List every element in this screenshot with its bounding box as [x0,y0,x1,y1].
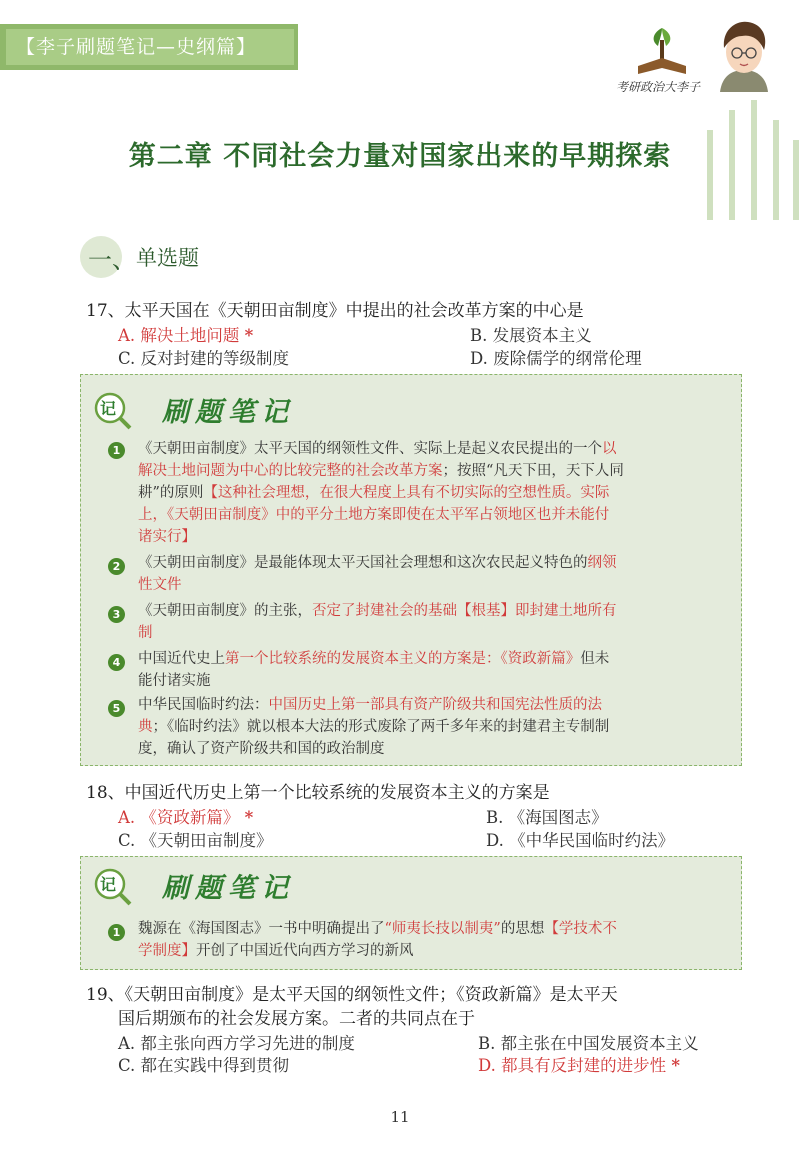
q17-option-b: B. 发展资本主义 [470,326,592,345]
note-title: 刷题笔记 [162,397,294,428]
brand-text: 考研政治大李子 [616,80,701,94]
q17-option-a: A. 解决土地问题 * [118,326,254,345]
q19-option-b: B. 都主张在中国发展资本主义 [478,1034,699,1053]
q18-option-c: C. 《天朝田亩制度》 [118,831,273,850]
q19-option-c: C. 都在实践中得到贯彻 [118,1056,290,1075]
note-title: 刷题笔记 [162,873,294,904]
answer-mark: * [244,326,254,345]
page-number: 11 [390,1108,410,1126]
q18-option-d: D. 《中华民国临时约法》 [486,831,675,850]
note-4-text: 中国近代史上第一个比较系统的发展资本主义的方案是：《资政新篇》但未 能付诸实施 [138,651,610,689]
question-19-stem-line2: 国后期颁布的社会发展方案。二者的共同点在于 [118,1009,475,1029]
header-banner: 【李子刷题笔记—史纲篇】 [6,29,294,65]
answer-mark: * [244,808,254,827]
q18-option-a: A. 《资政新篇》 * [118,808,254,827]
question-18-stem: 18、中国近代历史上第一个比较系统的发展资本主义的方案是 [86,783,550,803]
note-1-text: 《天朝田亩制度》太平天国的纲领性文件、实际上是起义农民提出的一个以 解决土地问题为中心的比较完整的社会改革方案；按照“凡天下田，天下人同 耕”的原则【这种社会理想，在很大程度上具有不切实际的空想性质。实际 上，《天朝田亩制度》中的平分土地方案即使在太平军占领地区也并未能付 诸实行】 [138,441,624,545]
note-icon-char: 记 [100,399,117,418]
answer-mark: * [671,1056,681,1075]
q19-option-d: D. 都具有反封建的进步性 * [478,1056,681,1075]
question-17-stem: 17、太平天国在《天朝田亩制度》中提出的社会改革方案的中心是 [86,301,584,321]
note-bullet-5: 5 [108,700,125,717]
note-bullet-4: 4 [108,654,125,671]
section-number: 一、 [88,246,136,274]
q17-option-d: D. 废除儒学的纲常伦理 [470,349,642,368]
note-bullet-2: 2 [108,558,125,575]
q18-option-b: B. 《海国图志》 [486,808,608,827]
note-bullet-1: 1 [108,924,125,941]
section-label: 单选题 [136,246,199,270]
note-bullet-1: 1 [108,442,125,459]
avatar [712,18,776,92]
note-icon-char: 记 [100,875,117,894]
logo-icon [632,22,692,80]
note-bullet-3: 3 [108,606,125,623]
note-3-text: 《天朝田亩制度》的主张，否定了封建社会的基础【根基】即封建土地所有 制 [138,603,617,641]
q19-option-a: A. 都主张向西方学习先进的制度 [118,1034,355,1053]
note-2-text: 《天朝田亩制度》是最能体现太平天国社会理想和这次农民起义特色的纲领 性文件 [138,555,617,593]
q17-option-c: C. 反对封建的等级制度 [118,349,290,368]
question-19-stem-line1: 19、《天朝田亩制度》是太平天国的纲领性文件；《资政新篇》是太平天 [86,985,618,1005]
q18-note-text: 魏源在《海国图志》一书中明确提出了“师夷长技以制夷”的思想【学技术不 学制度】开创了中国近代向西方学习的新风 [138,921,617,959]
note-5-text: 中华民国临时约法：中国历史上第一部具有资产阶级共和国宪法性质的法 典；《临时约法》就以根本大法的形式废除了两千多年来的封建君主专制制 度，确认了资产阶级共和国的政治制度 [138,697,610,757]
chapter-title: 第二章 不同社会力量对国家出来的早期探索 [128,141,672,172]
